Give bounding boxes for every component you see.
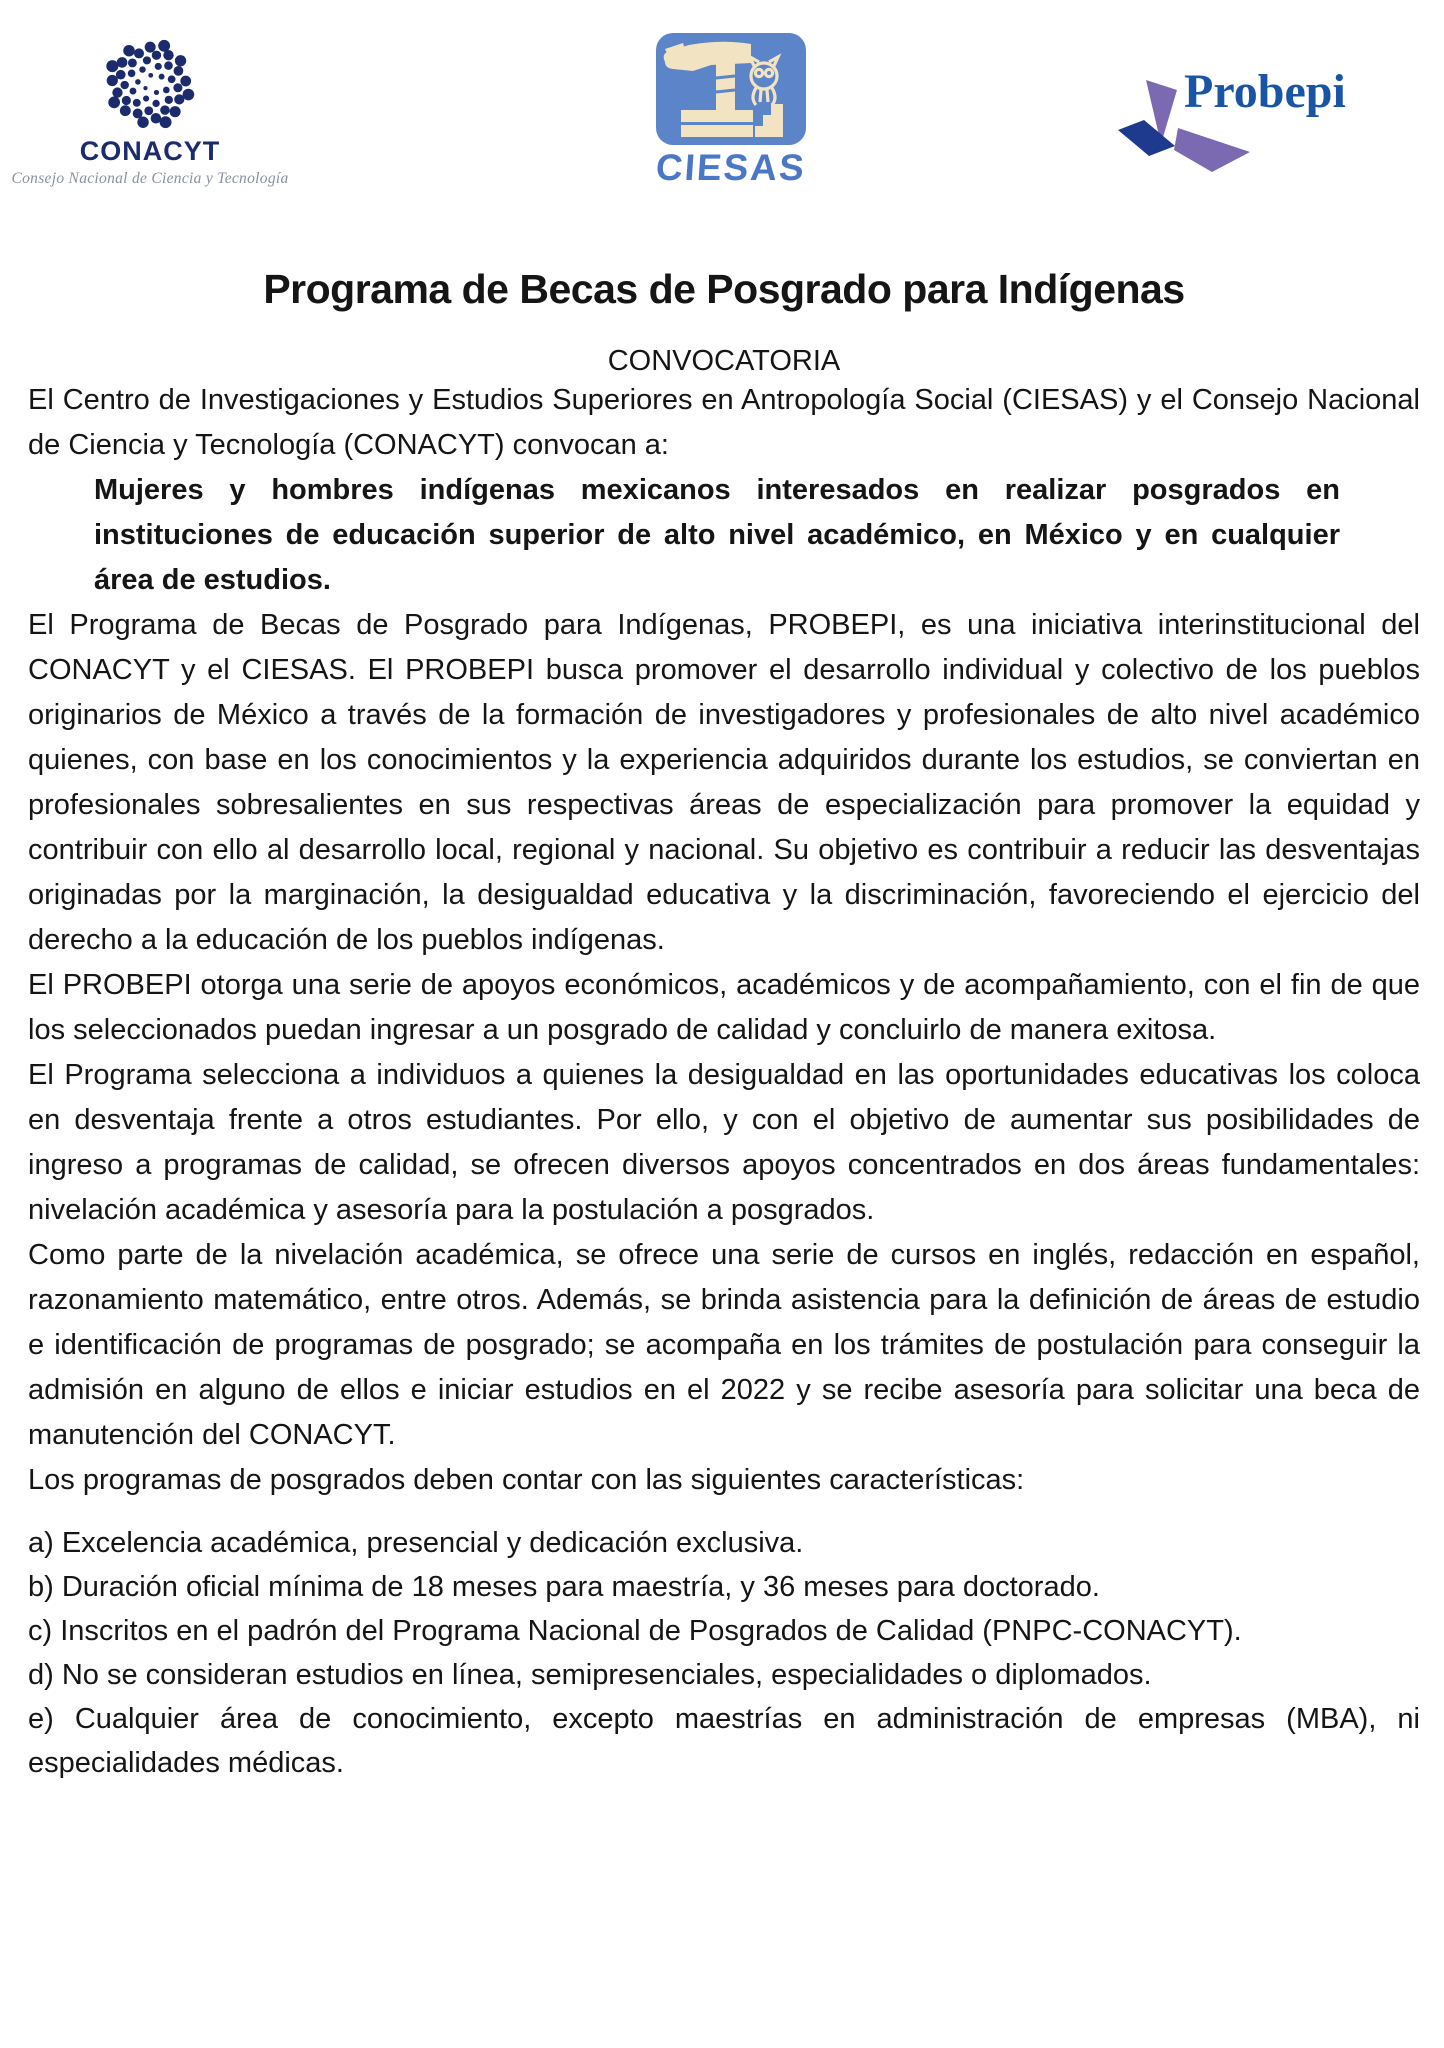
paragraph-lista-intro: Los programas de posgrados deben contar con las siguientes características: (28, 1464, 1025, 1496)
paragraph-nivelacion: Como parte de la nivelación académica, se ofrece una serie de cursos en inglés, redacción en español, razonamiento matemático, entre otros. Además, se brinda asistencia para la definición de áreas de estudio e identificación de programas de posgrado; se acompaña en los trámites de postulación para conseguir la admisión en alguno de ellos e iniciar estudios en el 2022 y se recibe asesoría para solicitar una beca de manutención del CONACYT. (28, 1239, 1420, 1451)
conacyt-logo (11, 16, 289, 188)
logo-header (11, 16, 1420, 190)
paragraph-probepi-overview: El Programa de Becas de Posgrado para Indígenas, PROBEPI, es una iniciativa interinstitucional del CONACYT y el CIESAS. El PROBEPI busca promover el desarrollo individual y colectivo de los pueblos originarios de México a través de la formación de investigadores y profesionales de alto nivel académico quienes, con base en los conocimientos y la experiencia adquiridos durante los estudios, se conviertan en profesionales sobresalientes en sus respectivas áreas de especialización para promover la equidad y contribuir con ello al desarrollo local, regional y nacional. Su objetivo es contribuir a reducir las desventajas originadas por la marginación, la desigualdad educativa y la discriminación, favoreciendo el ejercicio del derecho a la educación de los pueblos indígenas. (28, 609, 1420, 956)
conacyt-spiral-dots-icon (102, 36, 198, 132)
intro-paragraph: El Centro de Investigaciones y Estudios Superiores en Antropología Social (CIESAS) y el Consejo Nacional de Ciencia y Tecnología (CONACYT) convocan a: (28, 384, 1420, 461)
probepi-logo (1088, 44, 1438, 190)
paragraph-apoyos: El PROBEPI otorga una serie de apoyos económicos, académicos y de acompañamiento, con el fin de que los seleccionados puedan ingresar a un posgrado de calidad y concluirlo de manera exitosa. (28, 969, 1420, 1046)
highlight-paragraph: Mujeres y hombres indígenas mexicanos interesados en realizar posgrados en instituciones de educación superior de alto nivel académico, en México y en cualquier área de estudios. (94, 474, 1340, 596)
subtitle-convocatoria: CONVOCATORIA (607, 345, 841, 377)
list-item-e: e) Cualquier área de conocimiento, excepto maestrías en administración de empresas (MBA), ni especialidades médicas. (28, 1703, 1420, 1779)
ciesas-logo (655, 32, 807, 186)
conacyt-caption: Consejo Nacional de Ciencia y Tecnología (11, 170, 289, 187)
page-title: Programa de Becas de Posgrado para Indígenas (263, 266, 1185, 312)
ciesas-emblem-icon (655, 32, 807, 146)
requirements-list (28, 1521, 1420, 1785)
list-item-b: b) Duración oficial mínima de 18 meses para maestría, y 36 meses para doctorado. (28, 1571, 1100, 1603)
list-item-d: d) No se consideran estudios en línea, semipresenciales, especialidades o diplomados. (28, 1659, 1152, 1691)
list-item-a: a) Excelencia académica, presencial y dedicación exclusiva. (28, 1527, 804, 1559)
list-item-c: c) Inscritos en el padrón del Programa Nacional de Posgrados de Calidad (PNPC-CONACYT). (28, 1615, 1242, 1647)
paragraph-seleccion: El Programa selecciona a individuos a quienes la desigualdad en las oportunidades educativas los coloca en desventaja frente a otros estudiantes. Por ello, y con el objetivo de aumentar sus posibilidades de ingreso a programas de calidad, se ofrecen diversos apoyos concentrados en dos áreas fundamentales: nivelación académica y asesoría para la postulación a posgrados. (28, 1059, 1420, 1226)
ciesas-wordmark: CIESAS (654, 147, 808, 188)
probepi-wordmark: Probepi (1184, 65, 1346, 118)
conacyt-wordmark: CONACYT (79, 136, 221, 166)
